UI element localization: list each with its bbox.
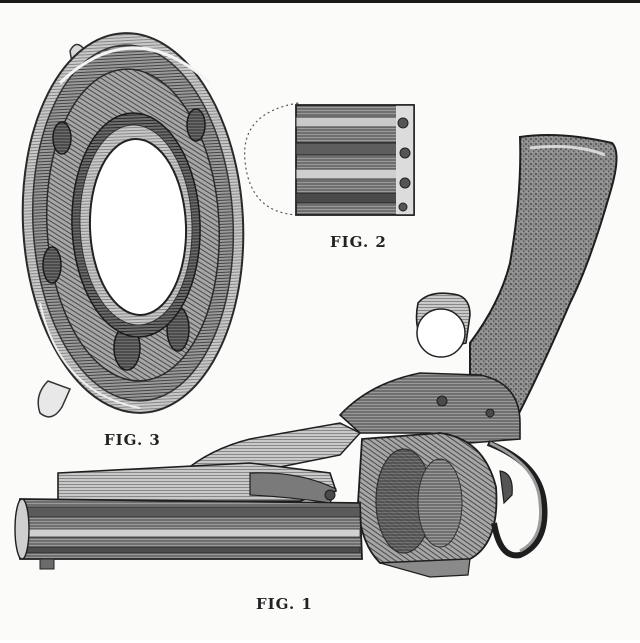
cylinder-ring-figure xyxy=(13,28,253,419)
fig3-caption: FIG. 3 xyxy=(104,431,161,449)
barrel-detail-figure xyxy=(245,103,414,215)
fig2-caption: FIG. 2 xyxy=(330,233,387,251)
engraving-illustration xyxy=(0,3,640,643)
fig1-caption: FIG. 1 xyxy=(256,595,313,613)
